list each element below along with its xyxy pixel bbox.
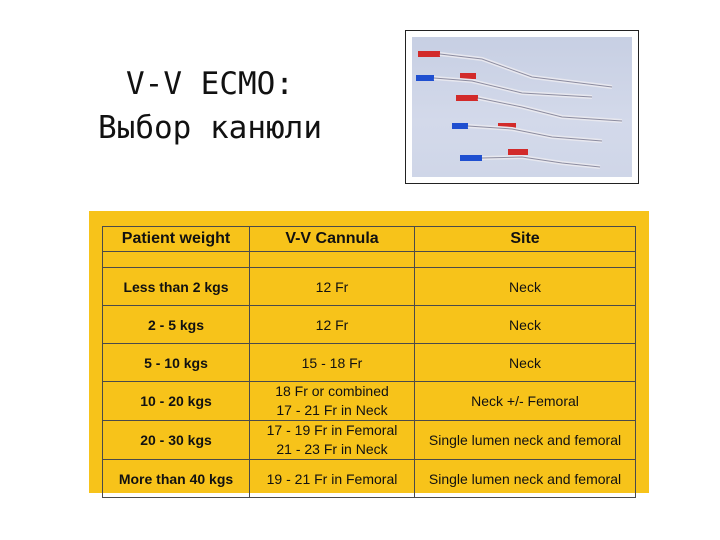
table-row — [103, 268, 636, 306]
cannula-photo-frame — [405, 30, 639, 184]
cannula-1 — [418, 51, 612, 87]
site-cell: Neck — [415, 306, 636, 344]
slide-title-line-2: Выбор канюли — [98, 110, 322, 146]
table-row — [103, 460, 636, 498]
cannula-cell: 19 - 21 Fr in Femoral — [250, 460, 415, 498]
weight-cell: 20 - 30 kgs — [103, 421, 250, 460]
header-spacer-row — [103, 252, 636, 268]
weight-cell: More than 40 kgs — [103, 460, 250, 498]
cannula-selection-table — [102, 226, 636, 498]
cannula-line: 17 - 19 Fr in Femoral — [266, 422, 398, 438]
cannula-cell — [250, 421, 415, 460]
cannula-5 — [460, 149, 600, 167]
site-cell: Neck — [415, 344, 636, 382]
header-site: Site — [415, 227, 636, 252]
site-cell: Single lumen neck and femoral — [415, 421, 636, 460]
header-patient-weight: Patient weight — [103, 227, 250, 252]
table-row — [103, 344, 636, 382]
site-cell: Neck — [415, 268, 636, 306]
weight-cell: Less than 2 kgs — [103, 268, 250, 306]
cannula-illustration — [412, 37, 632, 177]
cannula-cell: 12 Fr — [250, 268, 415, 306]
table-row — [103, 382, 636, 421]
slide-title — [60, 62, 360, 150]
weight-cell: 5 - 10 kgs — [103, 344, 250, 382]
cannula-4 — [452, 123, 602, 141]
cannula-selection-panel — [89, 211, 649, 493]
site-cell: Neck +/- Femoral — [415, 382, 636, 421]
cannula-line: 18 Fr or combined — [275, 383, 389, 399]
cannula-2 — [416, 73, 592, 97]
table-row — [103, 306, 636, 344]
cannula-set-photo — [412, 37, 632, 177]
cannula-3 — [456, 95, 622, 121]
weight-cell: 10 - 20 kgs — [103, 382, 250, 421]
cannula-line: 21 - 23 Fr in Neck — [276, 441, 388, 457]
cannula-line: 17 - 21 Fr in Neck — [276, 402, 388, 418]
slide-title-line-1: V-V ECMO: — [126, 66, 294, 102]
header-vv-cannula: V-V Cannula — [250, 227, 415, 252]
weight-cell: 2 - 5 kgs — [103, 306, 250, 344]
site-cell: Single lumen neck and femoral — [415, 460, 636, 498]
cannula-cell: 12 Fr — [250, 306, 415, 344]
table-row — [103, 421, 636, 460]
cannula-cell: 15 - 18 Fr — [250, 344, 415, 382]
cannula-cell — [250, 382, 415, 421]
table-header-row — [103, 227, 636, 252]
